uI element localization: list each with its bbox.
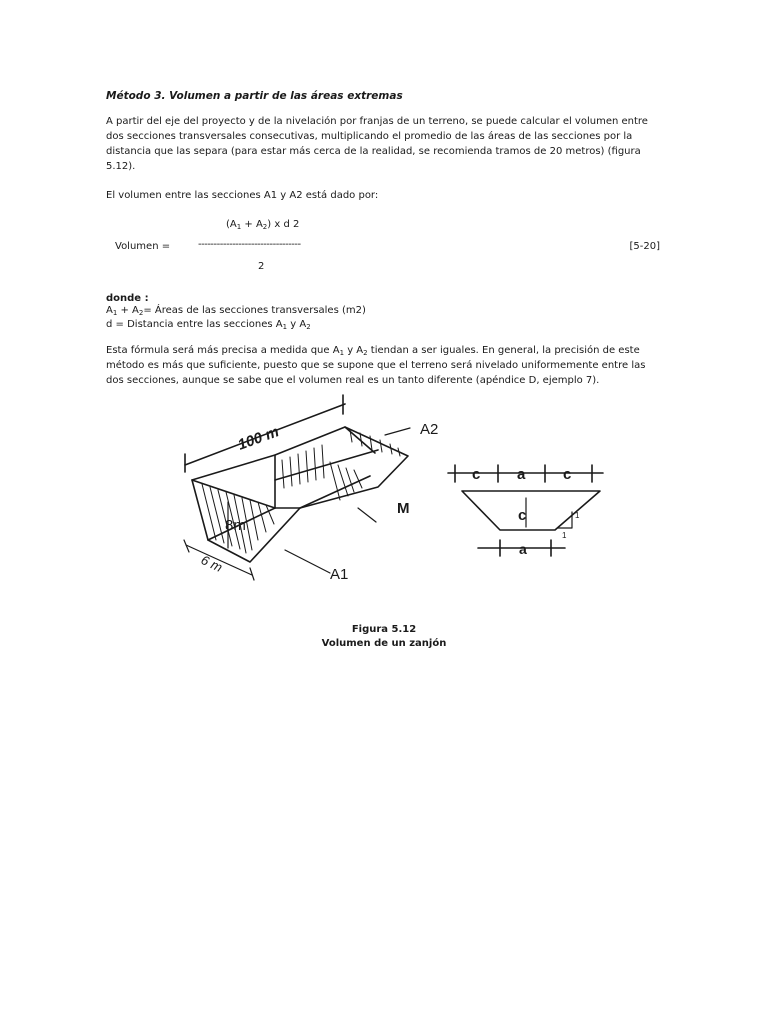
precision-paragraph: Esta fórmula será más precisa a medida que $A_1$ y $A_2$ tiendan a ser iguales. En general, la precisión de este método es más que suficiente, puesto que se supone que el terreno será nivelado uniformemente entre las dos secciones, aunque se sabe que el volumen real es un tanto diferente (apéndice D, ejemplo 7). (106, 345, 646, 386)
definitions-block (106, 293, 666, 332)
formula-fraction-bar: --------------------------------- (198, 239, 301, 250)
formula-lhs: Volumen = (115, 241, 171, 252)
figure-caption (0, 623, 768, 651)
label-slope-horizontal: 1 (562, 531, 567, 540)
volume-formula (106, 219, 666, 281)
caption-number: Figura 5.12 (351, 624, 417, 635)
section-heading: Método 3. Volumen a partir de las áreas extremas (106, 90, 403, 102)
label-a2: A2 (420, 421, 439, 438)
label-a-top: a (517, 466, 526, 483)
formula-numerator: $(A_1 + A_2)$ x d 2 (226, 219, 300, 231)
label-c-top-right: c (563, 466, 572, 483)
volume-intro-paragraph: El volumen entre las secciones A1 y A2 está dado por: (106, 190, 379, 201)
label-a-bottom: a (519, 541, 527, 557)
label-c-mid: c (518, 507, 527, 524)
intro-paragraph: A partir del eje del proyecto y de la nivelación por franjas de un terreno, se puede calcular el volumen entre dos secciones transversales consecutivas, multiplicando el promedio de las áreas de las secciones por la distancia que las separa (para estar más cerca de la realidad, se recomienda tramos de 20 metros) (figura 5.12). (106, 116, 648, 172)
formula-denominator: 2 (258, 261, 265, 272)
formula-reference: [5-20] (629, 241, 660, 252)
trench-outline (192, 427, 408, 562)
label-m: M (397, 500, 410, 517)
document-body (106, 90, 666, 388)
label-a1: A1 (330, 566, 349, 583)
caption-title: Volumen de un zanjón (321, 638, 447, 649)
label-c-top-left: c (472, 466, 481, 483)
definitions-heading: donde : (106, 293, 149, 304)
label-depth: 8m (225, 517, 246, 534)
definition-areas: $A_1 + A_2=$ Áreas de las secciones transversales (m2) (106, 305, 366, 317)
label-length: 100 m (235, 423, 282, 454)
label-width: 6 m (198, 552, 225, 575)
definition-distance: d = Distancia entre las secciones $A_1$ y $A_2$ (106, 319, 311, 331)
label-slope-vertical: 1 (575, 511, 580, 520)
trench-figure (180, 390, 610, 590)
